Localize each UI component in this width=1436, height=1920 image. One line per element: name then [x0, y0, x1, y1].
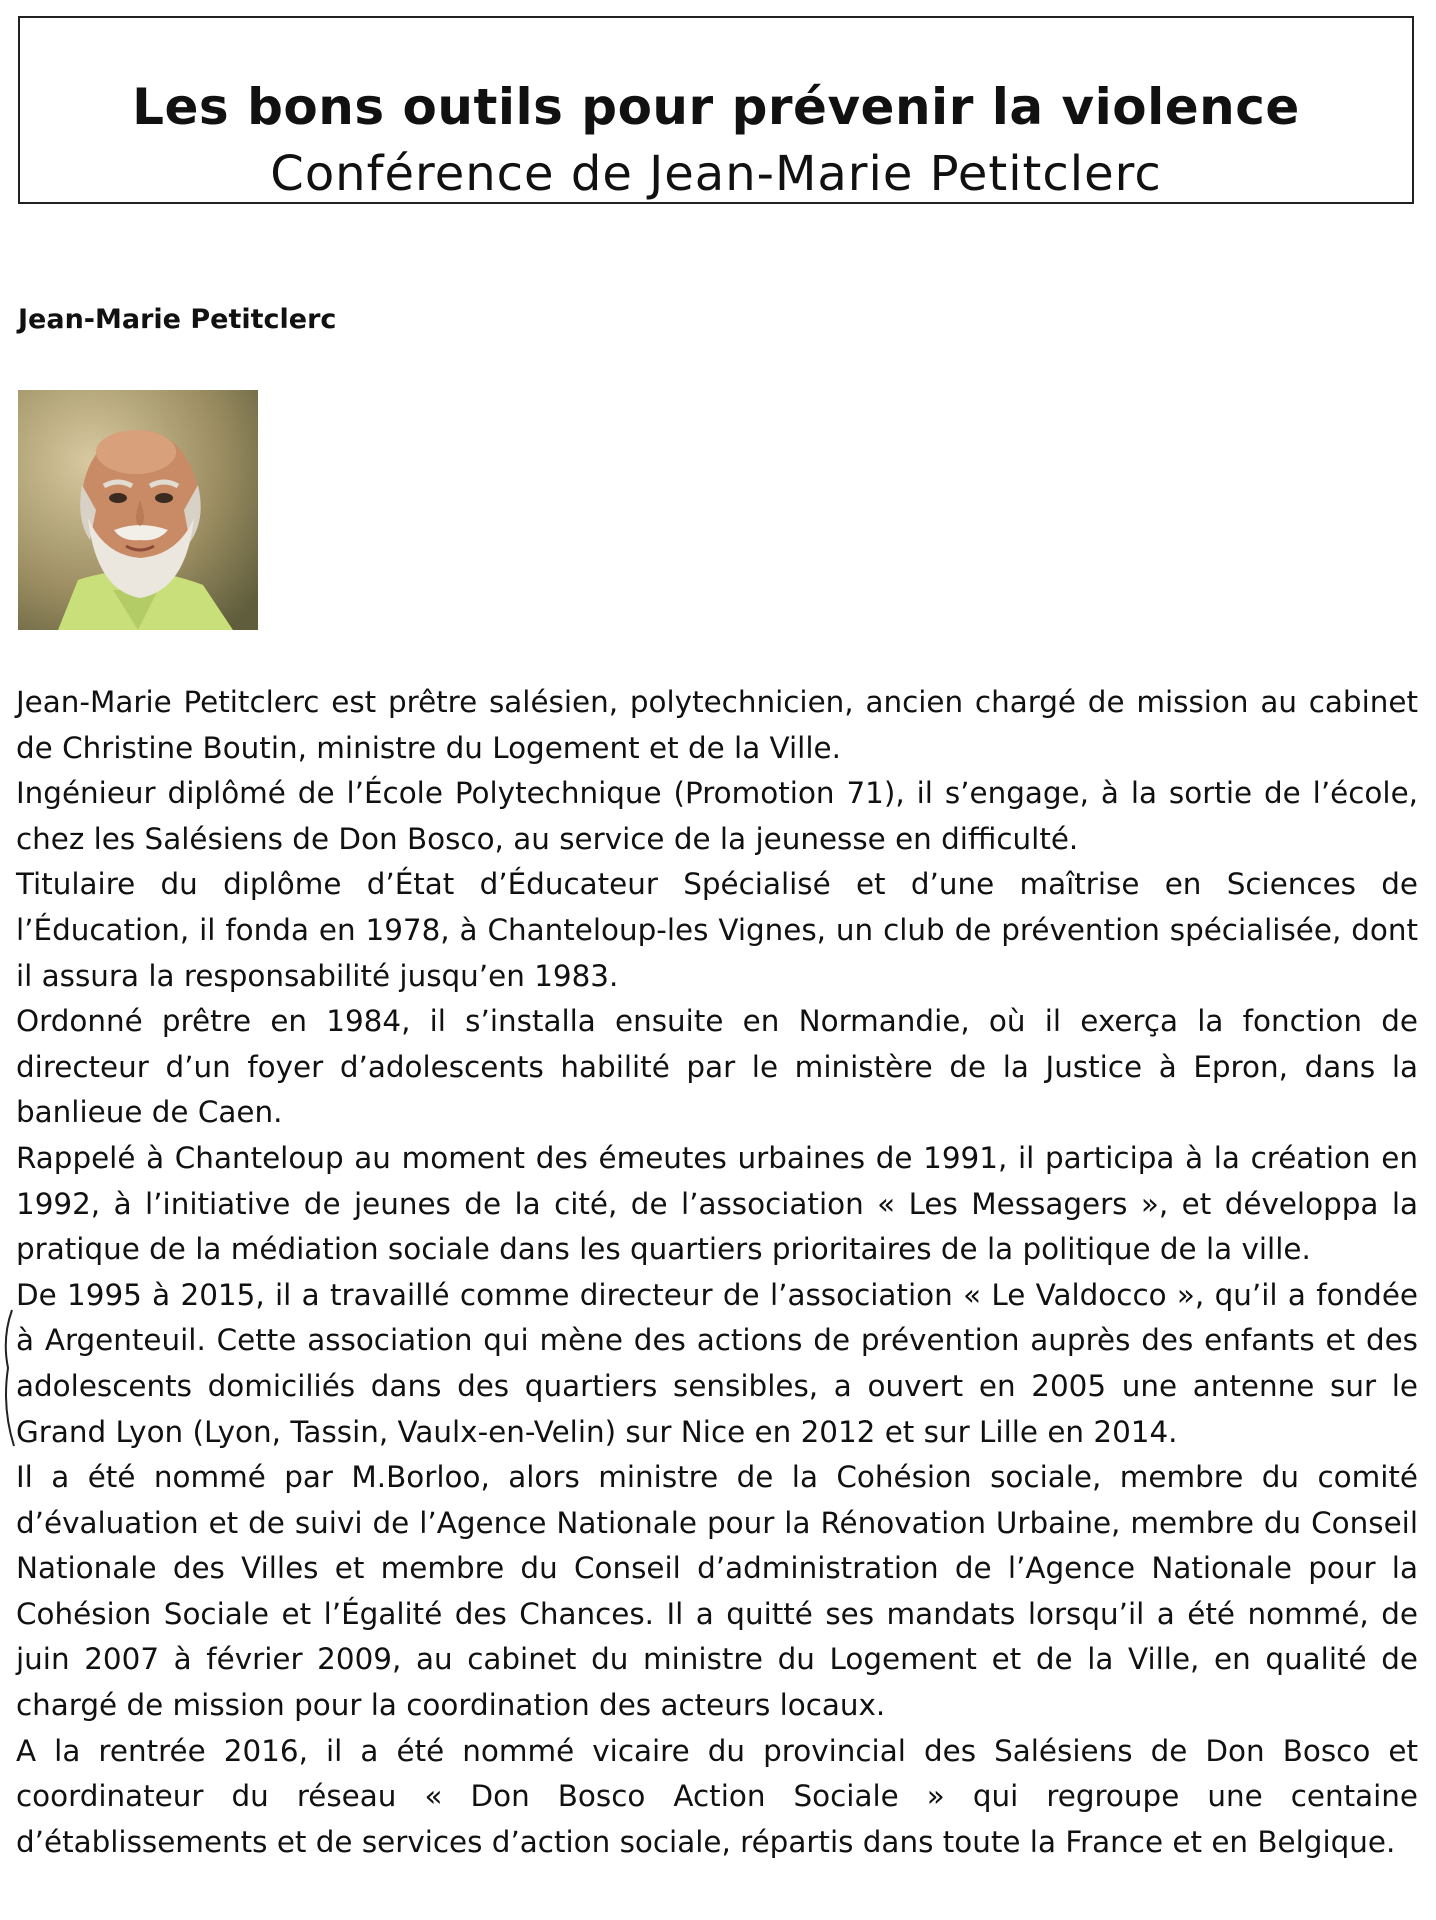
author-name-heading: Jean-Marie Petitclerc: [18, 304, 337, 335]
bio-paragraph: Rappelé à Chanteloup au moment des émeutes urbaines de 1991, il participa à la création en 1992, à l’initiative de jeunes de la cité, de l’association « Les Messagers », et développa la pratique de la médiation sociale dans les quartiers prioritaires de la politique de la ville.: [16, 1140, 1418, 1267]
document-title: Les bons outils pour prévenir la violence: [132, 78, 1300, 136]
bio-paragraph: A la rentrée 2016, il a été nommé vicaire du provincial des Salésiens de Don Bosco et coordinateur du réseau « Don Bosco Action Sociale » qui regroupe une centaine d’établissements et de services d’action sociale, répartis dans toute la France et en Belgique.: [16, 1733, 1418, 1859]
handwritten-bracket-mark: [0, 1308, 16, 1448]
bio-paragraph: Ordonné prêtre en 1984, il s’installa ensuite en Normandie, où il exerça la fonction de directeur d’un foyer d’adolescents habilité par le ministère de la Justice à Epron, dans la banlieue de Caen.: [16, 1004, 1418, 1130]
bio-paragraph: Il a été nommé par M.Borloo, alors ministre de la Cohésion sociale, membre du comité d’évaluation et de suivi de l’Agence Nationale pour la Rénovation Urbaine, membre du Conseil Nationale des Villes et membre du Conseil d’administration de l’Agence Nationale pour la Cohésion Sociale et l’Égalité des Chances. Il a quitté ses mandats lorsqu’il a été nommé, de juin 2007 à février 2009, au cabinet du ministre du Logement et de la Ville, en qualité de chargé de mission pour la coordination des acteurs locaux.: [16, 1460, 1418, 1723]
bio-paragraph: Ingénieur diplômé de l’École Polytechnique (Promotion 71), il s’engage, à la sortie de l’école, chez les Salésiens de Don Bosco, au service de la jeunesse en difficulté.: [16, 776, 1418, 856]
author-photo: [18, 390, 258, 630]
biography-text: [16, 680, 1418, 1865]
portrait-illustration: [18, 390, 258, 630]
bio-paragraph: Titulaire du diplôme d’État d’Éducateur Spécialisé et d’une maîtrise en Sciences de l’Éducation, il fonda en 1978, à Chanteloup-les Vignes, un club de prévention spécialisée, dont il assura la responsabilité jusqu’en 1983.: [16, 867, 1418, 993]
bio-paragraph: Jean-Marie Petitclerc est prêtre salésien, polytechnicien, ancien chargé de mission au cabinet de Christine Boutin, ministre du Logement et de la Ville.: [16, 685, 1418, 765]
title-box: [18, 16, 1414, 204]
bio-paragraph: De 1995 à 2015, il a travaillé comme directeur de l’association « Le Valdocco », qu’il a fondée à Argenteuil. Cette association qui mène des actions de prévention auprès des enfants et des adolescents domiciliés dans des quartiers sensibles, a ouvert en 2005 une antenne sur le Grand Lyon (Lyon, Tassin, Vaulx-en-Velin) sur Nice en 2012 et sur Lille en 2014.: [16, 1277, 1418, 1449]
document-subtitle: Conférence de Jean-Marie Petitclerc: [270, 146, 1162, 202]
